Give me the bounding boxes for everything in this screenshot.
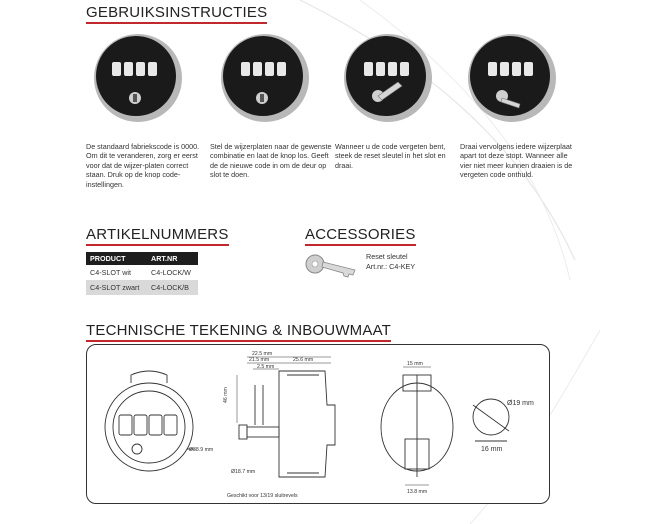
technical-drawing [87,345,549,503]
drawing-caption: Geschikt voor 13/19 sluitrevels [227,493,298,499]
dim-2-5: 2.5 mm [257,364,275,370]
column-header-artnr: ART.NR [147,252,198,265]
step-4-text: Draai vervolgens iedere wijzerplaat apart tot deze stopt. Wanneer alle vier niet meer kunnen draaien is de vergeten code onthuld. [460,142,573,180]
table-row [86,280,198,295]
product-cell: C4-SLOT wit [90,268,132,277]
step-2-text: Stel de wijzerplaten naar de gewenste combinatie en laat de knop los. Geeft de de nieuwe code in om de deur op slot te doen. [210,142,332,180]
accessory-name: Reset sleutel [366,252,408,261]
dim-21-5: 21.5 mm [249,357,270,363]
lock-image-1 [88,26,188,126]
dim-25-6: 25.6 mm [293,357,314,363]
lock-image-4 [462,26,562,126]
technical-drawing-frame [86,344,550,504]
table-row [86,265,198,280]
drawing-heading: TECHNISCHE TEKENING & INBOUWMAAT [86,322,391,342]
step-1-text: De standaard fabriekscode is 0000. Om dit te veranderen, zorg er eerst voor dat de wijzer-platen correct staan. Druk op de knop code-instellingen. [86,142,200,189]
dim-46: 46 mm [223,387,229,403]
accessory-artnr: Art.nr.: C4-KEY [366,262,416,271]
dim-16: 16 mm [481,446,503,453]
accessories-heading: ACCESSORIES [305,226,416,246]
instructions-heading: GEBRUIKSINSTRUCTIES [86,4,267,24]
accessory-info [366,252,415,272]
artnr-cell: C4-LOCK/B [147,280,198,295]
lock-image-2 [215,26,315,126]
table-header-row [86,252,198,265]
product-cell: C4-SLOT zwart [86,280,147,295]
artnr-cell: C4-LOCK/W [151,268,191,277]
article-heading: ARTIKELNUMMERS [86,226,229,246]
dim-13-8: 13.8 mm [407,489,428,495]
step-3-text: Wanneer u de code vergeten bent, steek de reset sleutel in het slot en draai. [335,142,446,170]
column-header-product: PRODUCT [86,252,147,265]
dim-d38-9: Ø38.9 mm [189,447,214,453]
key-icon [303,250,359,284]
dim-d19: Ø19 mm [507,400,534,407]
lock-image-3 [338,26,438,126]
dim-22-5: 22.5 mm [252,351,273,357]
dim-d18-7: Ø18.7 mm [231,469,256,475]
article-table [86,252,198,295]
dim-15: 15 mm [407,361,423,367]
